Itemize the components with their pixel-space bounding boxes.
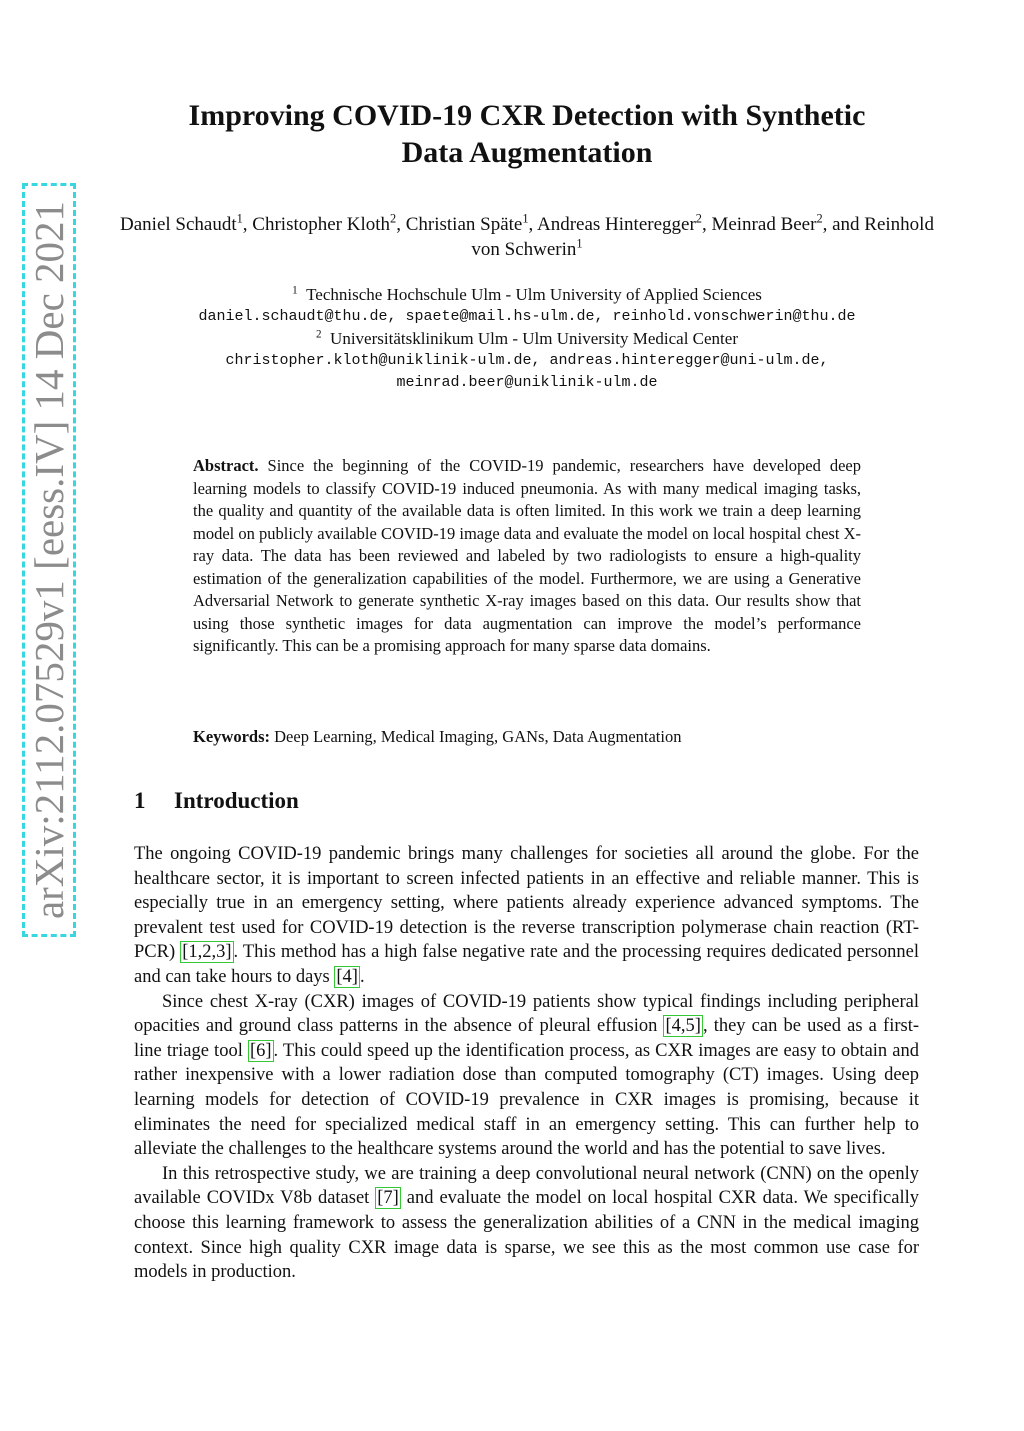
title-line-1: Improving COVID-19 CXR Detection with Synthetic <box>188 99 866 132</box>
abstract-label: Abstract. <box>193 456 259 475</box>
affiliation-number: 1 <box>292 284 298 297</box>
paragraph <box>134 990 919 1162</box>
paragraph-text: , they can be used as a first-line triage tool <box>134 1016 919 1061</box>
affiliation-name: $^2$ Universitätsklinikum Ulm - Ulm University Medical Center <box>316 328 738 348</box>
author-affiliation-mark: 1 <box>576 236 583 251</box>
paragraph-text: . <box>359 966 365 987</box>
affiliations <box>100 284 954 394</box>
author-affiliation-mark: 2 <box>390 211 397 226</box>
citation-link[interactable]: [4,5] <box>665 1016 701 1037</box>
author-list: Daniel Schaudt$^1$, Christopher Kloth$^2$, Christian Späte$^1$, Andreas Hinteregger$^2$, Meinrad Beer$^2$, and Reinhold von Schwerin$^1$ <box>120 211 934 260</box>
author-name: Christian Späte <box>405 214 523 235</box>
title-line-2: Data Augmentation <box>401 136 653 169</box>
affiliation-emails[interactable]: daniel.schaudt@thu.de, spaete@mail.hs-ulm.de, reinhold.vonschwerin@thu.de <box>198 308 856 325</box>
section-heading <box>134 788 299 814</box>
affiliation-emails[interactable]: christopher.kloth@uniklinik-ulm.de, andreas.hinteregger@uni-ulm.de, <box>225 352 829 369</box>
author-name: Meinrad Beer <box>711 214 817 235</box>
introduction-body <box>134 842 919 1285</box>
affiliation-emails[interactable]: meinrad.beer@uniklinik-ulm.de <box>396 374 658 391</box>
author-name: Christopher Kloth <box>252 214 391 235</box>
author-affiliation-mark: 1 <box>522 211 529 226</box>
paragraph-text: Since chest X-ray (CXR) images of COVID-19 patients show typical findings including peripheral opacities and ground class patterns in the absence of pleural effusion <box>134 991 919 1037</box>
citation-link[interactable]: [7] <box>377 1188 399 1209</box>
author-affiliation-mark: 2 <box>816 211 823 226</box>
keywords <box>193 726 861 748</box>
paragraph <box>134 1162 919 1285</box>
arxiv-identifier[interactable]: arXiv:2112.07529v1 [eess.IV] 14 Dec 2021 <box>26 200 72 920</box>
paragraph-text: The ongoing COVID-19 pandemic brings many challenges for societies all around the globe. For the healthcare sector, it is important to screen infected patients in an effective and reliable manner. This is especially true in an emergency setting, where patients already experience advanced symptoms. The prevalent test used for COVID-19 detection is the reverse transcription polymerase chain reaction (RT-PCR) <box>134 844 919 963</box>
section-number: 1 <box>134 788 146 813</box>
keywords-text: Deep Learning, Medical Imaging, GANs, Data Augmentation <box>274 727 682 746</box>
abstract-text: Since the beginning of the COVID-19 pandemic, researchers have developed deep learning models to classify COVID-19 induced pneumonia. As with many medical imaging tasks, the quality and quantity of the available data is often limited. In this work we train a deep learning model on publicly available COVID-19 image data and evaluate the model on local hospital chest X-ray data. The data has been reviewed and labeled by two radiologists to ensure a high-quality estimation of the generalization capabilities of the model. Furthermore, we are using a Generative Adversarial Network to generate synthetic X-ray images based on this data. Our results show that using those synthetic images for data augmentation can improve the model’s performance significantly. This can be a promising approach for many sparse data domains. <box>193 456 861 655</box>
keywords-label: Keywords: <box>193 727 270 746</box>
citation-link[interactable]: [1,2,3] <box>182 942 232 963</box>
author-name: Reinhold von Schwerin <box>471 214 934 260</box>
paper-title <box>120 97 934 171</box>
paragraph-text: . This method has a high false negative rate and the processing requires dedicated personnel and can take hours to days <box>134 942 919 987</box>
paragraph-text: . This could speed up the identification process, as CXR images are easy to obtain and rather inexpensive with a lower radiation dose than computed tomography (CT) images. Using deep learning models for detection of COVID-19 prevalence in CXR images is promising, because it eliminates the need for specialized medical staff in an emergency setting. This can further help to alleviate the challenges to the healthcare systems around the world and has the potential to save lives. <box>134 1040 919 1160</box>
citation-link[interactable]: [4] <box>336 966 358 987</box>
paragraph-text: and evaluate the model on local hospital CXR data. We specifically choose this learning framework to assess the generalization abilities of a CNN in the medical imaging context. Since high quality CXR image data is sparse, we see this as the most common use case for models in production. <box>134 1188 920 1283</box>
affiliation-name: $^1$ Technische Hochschule Ulm - Ulm University of Applied Sciences <box>292 284 762 304</box>
author-name: Andreas Hinteregger <box>536 214 696 235</box>
paragraph-text: In this retrospective study, we are training a deep convolutional neural network (CNN) on the openly available COVIDx V8b dataset <box>134 1163 919 1209</box>
abstract <box>193 455 861 658</box>
section-title: Introduction <box>174 788 299 813</box>
author-affiliation-mark: 1 <box>236 211 243 226</box>
paragraph <box>134 842 919 990</box>
affiliation-number: 2 <box>316 328 322 341</box>
author-name: Daniel Schaudt <box>120 214 237 235</box>
author-affiliation-mark: 2 <box>695 211 702 226</box>
arxiv-side-stamp <box>22 183 76 937</box>
citation-link[interactable]: [6] <box>249 1040 272 1061</box>
